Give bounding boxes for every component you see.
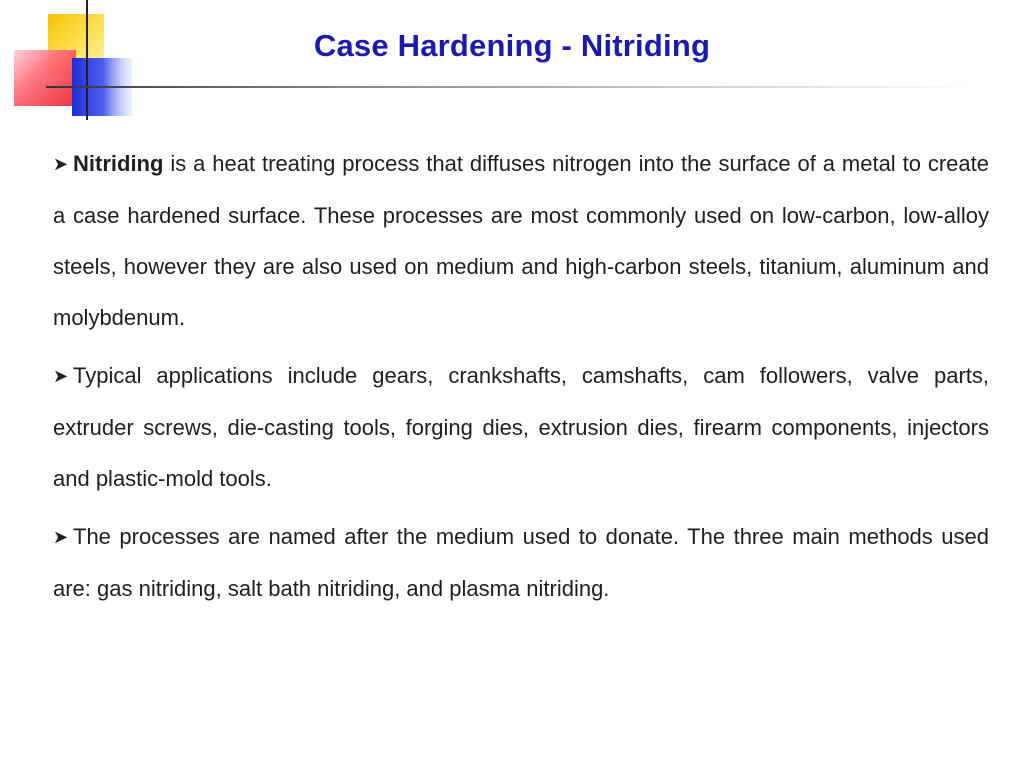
slide-title: Case Hardening - Nitriding — [313, 28, 711, 63]
term-nitriding: Nitriding — [73, 151, 164, 176]
arrow-bullet-icon: ➤ — [53, 154, 69, 174]
bullet-paragraph-3 — [53, 511, 989, 614]
bullet-paragraph-2 — [53, 350, 989, 504]
bullet-paragraph-1 — [53, 138, 989, 343]
paragraph-text: Typical applications include gears, crankshafts, camshafts, cam followers, valve parts, extruder screws, die-casting tools, forging dies, extrusion dies, firearm components, injectors and plastic-mold tools. — [53, 363, 989, 491]
horizontal-rule — [46, 86, 976, 88]
arrow-bullet-icon: ➤ — [53, 366, 69, 386]
arrow-bullet-icon: ➤ — [53, 527, 69, 547]
slide-body — [53, 138, 989, 621]
paragraph-text: The processes are named after the medium used to donate. The three main methods used are: gas nitriding, salt bath nitriding, and plasma nitriding. — [53, 524, 989, 601]
paragraph-text: is a heat treating process that diffuses nitrogen into the surface of a metal to create a case hardened surface. These processes are most commonly used on low-carbon, low-alloy steels, however they are also used on medium and high-carbon steels, titanium, aluminum and molybdenum. — [53, 151, 989, 330]
